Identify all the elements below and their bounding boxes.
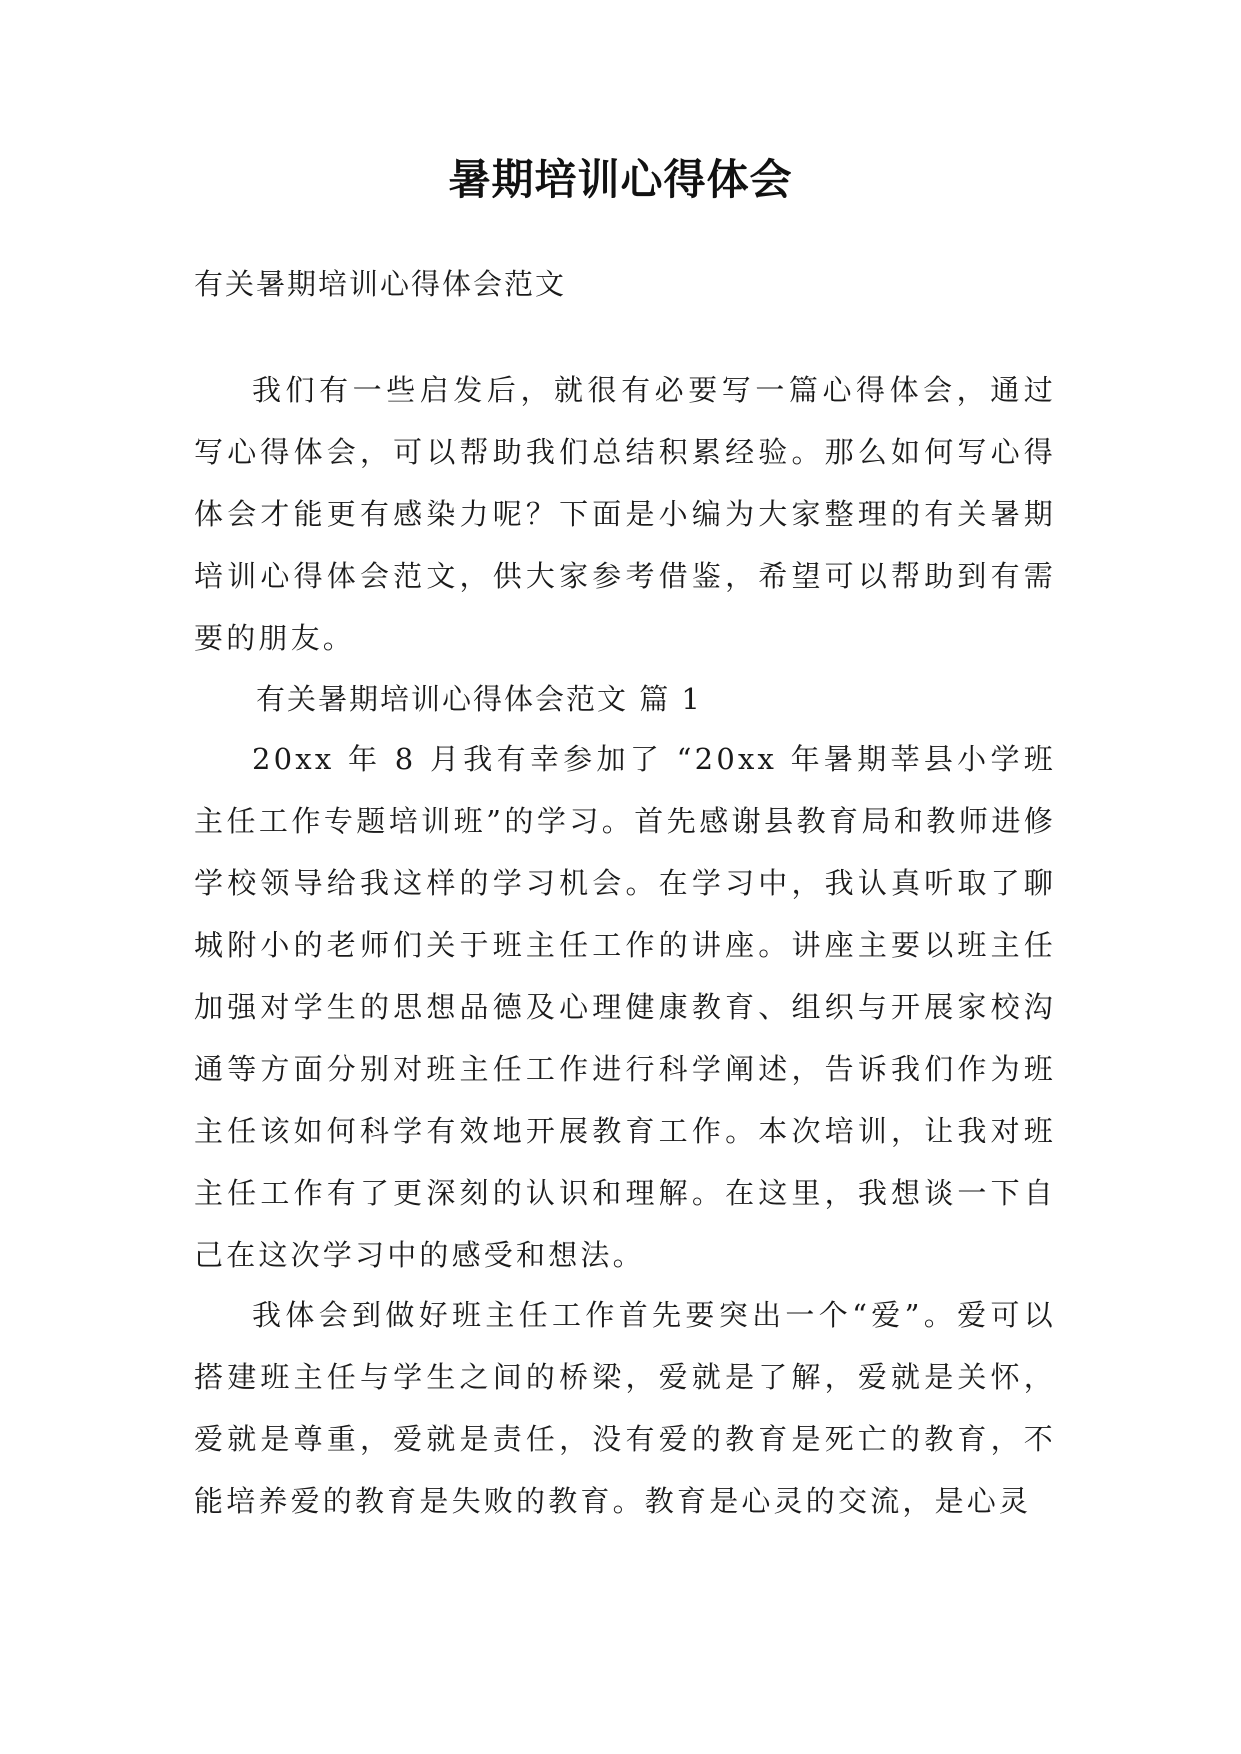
document-title: 暑期培训心得体会 (448, 155, 793, 204)
document-subtitle: 有关暑期培训心得体会范文 (194, 267, 567, 301)
intro-paragraph: 我们有一些启发后，就很有必要写一篇心得体会，通过写心得体会，可以帮助我们总结积累经验。那么如何写心得体会才能更有感染力呢？下面是小编为大家整理的有关暑期培训心得体会范文，供大家参考借鉴，希望可以帮助到有需要的朋友。 (194, 373, 1056, 655)
section-heading: 有关暑期培训心得体会范文 篇 1 (256, 682, 702, 716)
body-paragraph-2: 我体会到做好班主任工作首先要突出一个“爱”。爱可以搭建班主任与学生之间的桥梁，爱就是了解，爱就是关怀，爱就是尊重，爱就是责任，没有爱的教育是死亡的教育，不能培养爱的教育是失败的教育。教育是心灵的交流，是心灵 (194, 1298, 1056, 1518)
body-paragraph-1: 20xx 年 8 月我有幸参加了 “20xx 年暑期莘县小学班主任工作专题培训班”的学习。首先感谢县教育局和教师进修学校领导给我这样的学习机会。在学习中，我认真听取了聊城附小的老师们关于班主任工作的讲座。讲座主要以班主任加强对学生的思想品德及心理健康教育、组织与开展家校沟通等方面分别对班主任工作进行科学阐述，告诉我们作为班主任该如何科学有效地开展教育工作。本次培训，让我对班主任工作有了更深刻的认识和理解。在这里，我想谈一下自己在这次学习中的感受和想法。 (194, 742, 1056, 1272)
